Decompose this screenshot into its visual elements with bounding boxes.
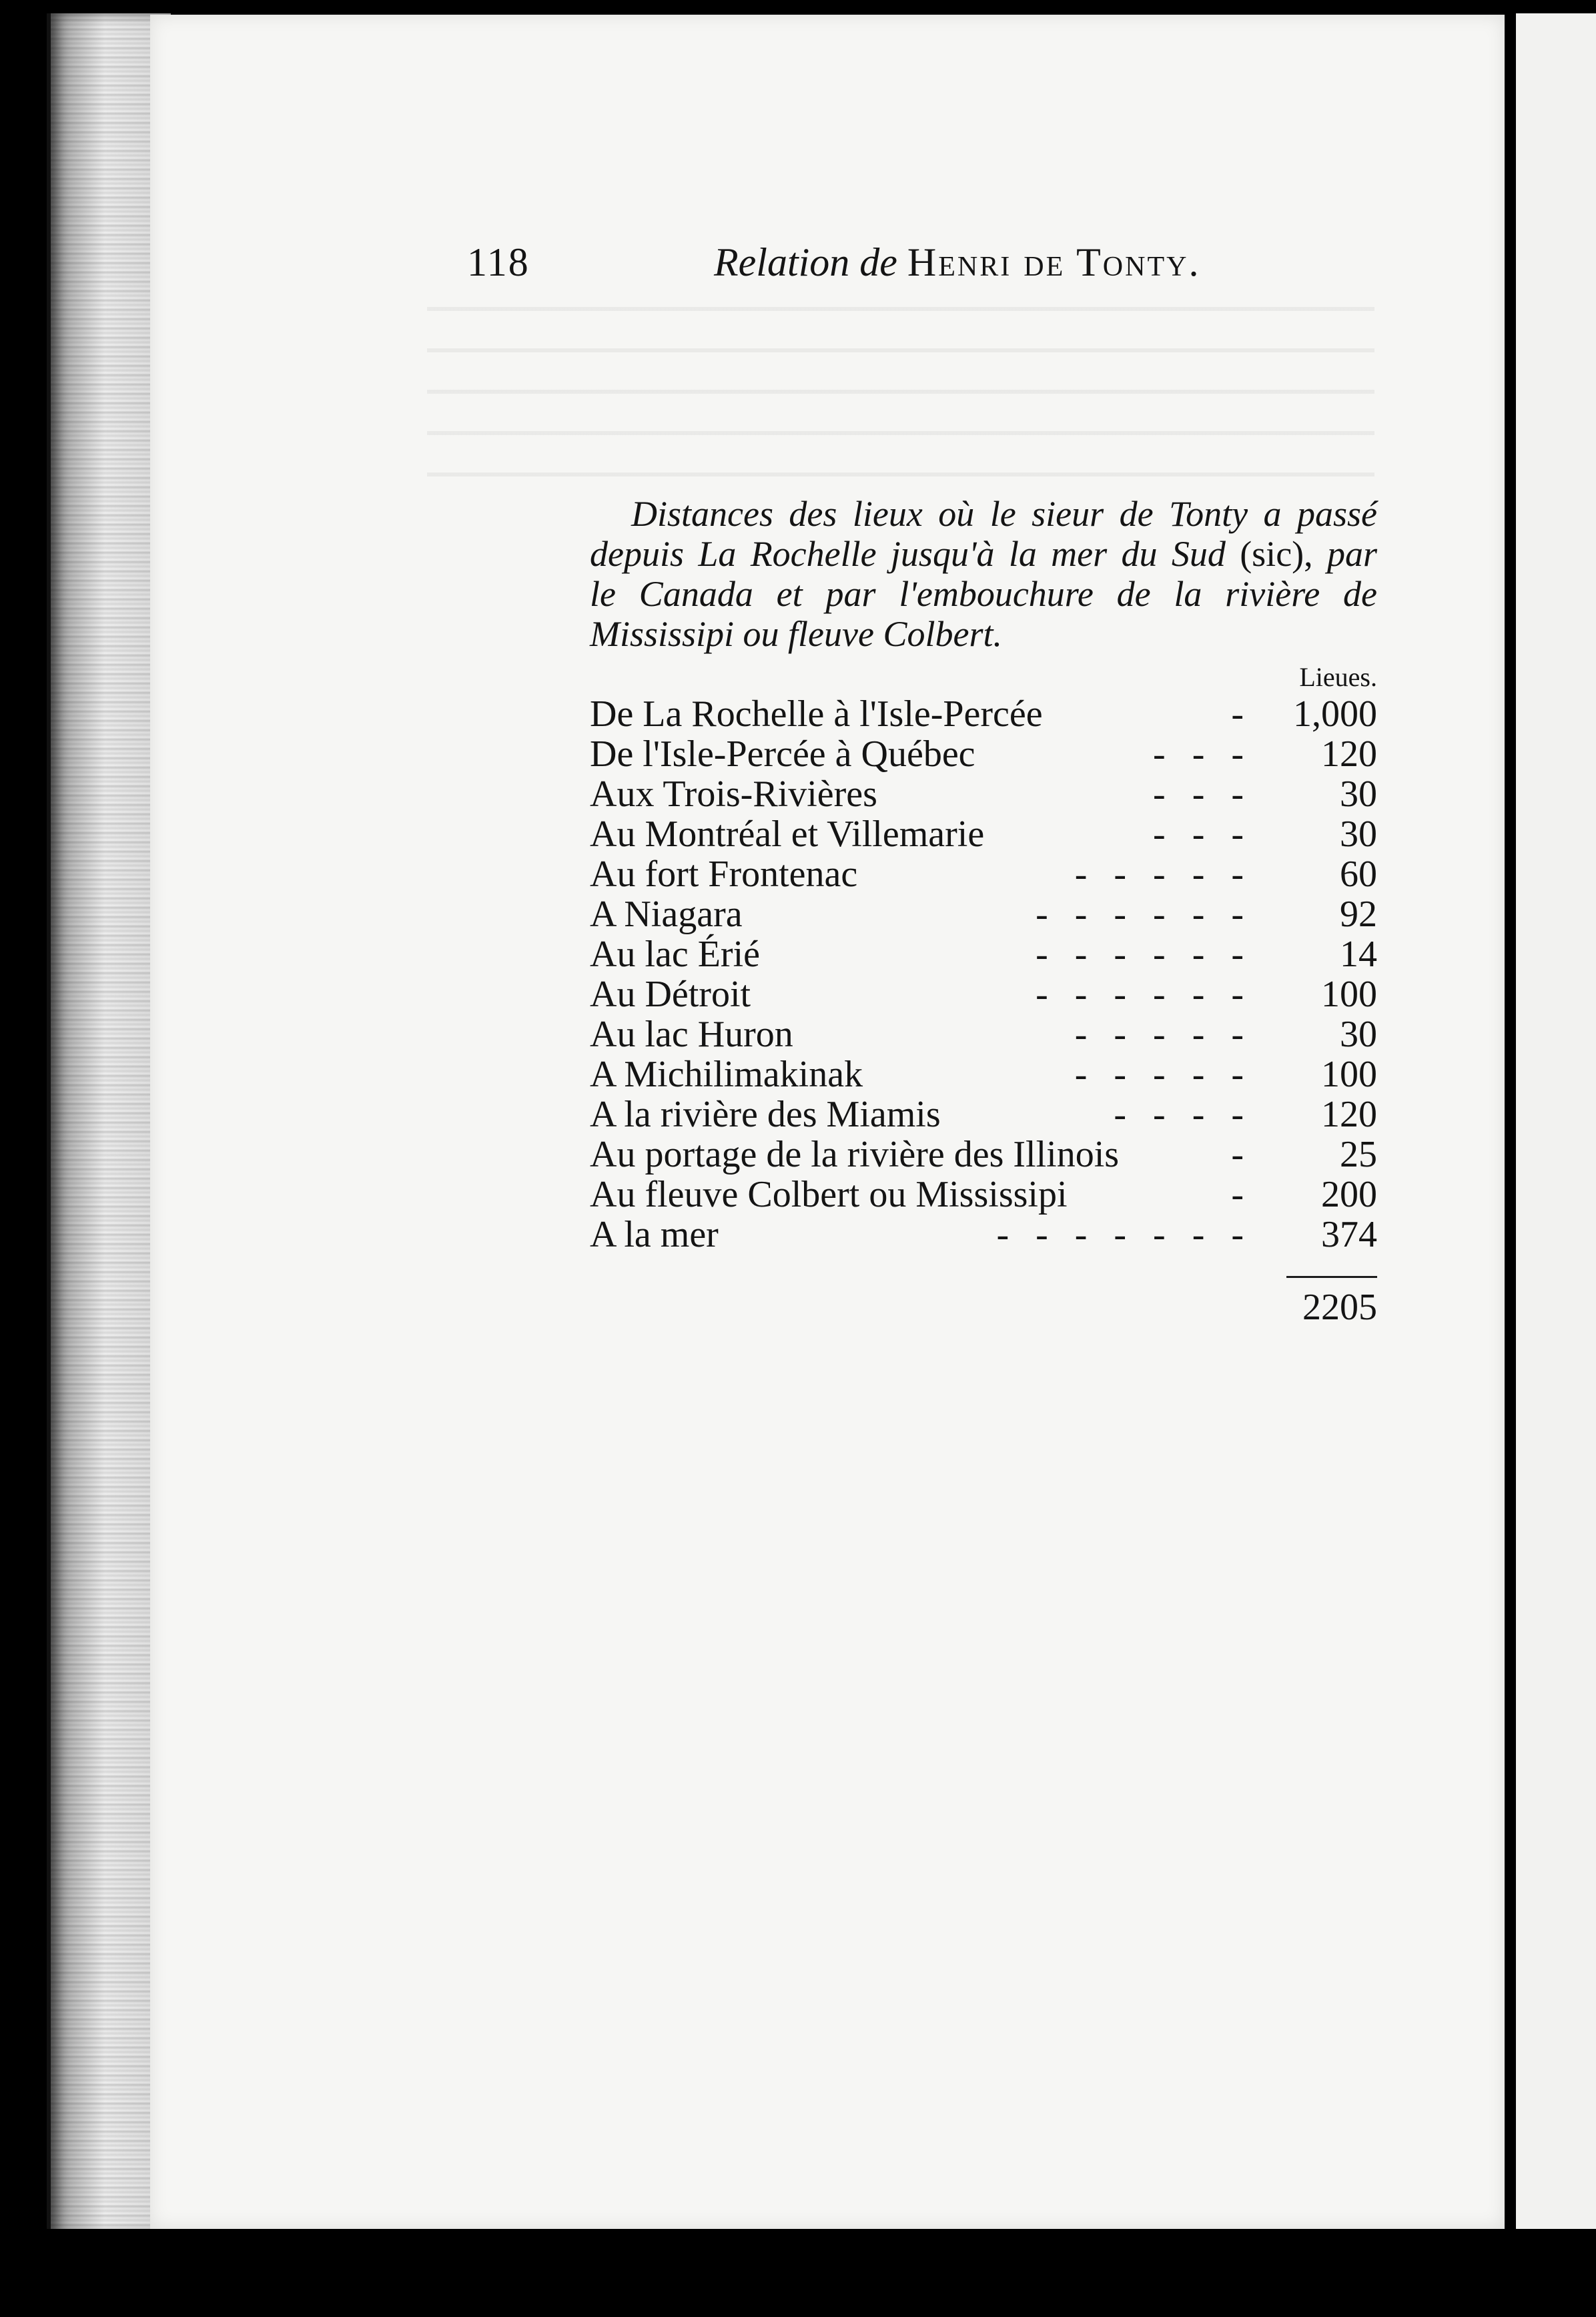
table-row	[590, 694, 1377, 734]
caption-line-2-start: depuis La Rochelle jusqu'à la mer du Sud	[590, 534, 1226, 574]
row-leagues: 25	[1340, 1134, 1377, 1175]
row-place: Au lac Érié	[590, 934, 760, 975]
table-row	[590, 734, 1377, 774]
row-leader-dashes: -	[1231, 1134, 1244, 1175]
caption-line-3: le Canada et par l'embouchure de la rivière de	[590, 574, 1377, 614]
row-place: Au lac Huron	[590, 1014, 793, 1055]
row-leader-dashes: -	[1231, 1174, 1244, 1215]
table-row	[590, 1094, 1377, 1134]
table-row	[590, 974, 1377, 1014]
running-title	[714, 232, 1200, 292]
sum-rule	[1286, 1276, 1377, 1278]
row-place: A Niagara	[590, 894, 743, 935]
caption-line-1: Distances des lieux où le sieur de Tonty a passé	[631, 494, 1377, 534]
row-place: De l'Isle-Percée à Québec	[590, 733, 975, 775]
row-place: Au fleuve Colbert ou Mississipi	[590, 1174, 1068, 1215]
caption-line-2-end: par	[1326, 534, 1377, 574]
table-row	[590, 1215, 1377, 1255]
bleed-through-shadow	[427, 307, 1374, 480]
running-head	[467, 232, 1268, 292]
scan-bottom-border	[47, 2229, 1596, 2317]
row-leader-dashes: - - - - - -	[1036, 894, 1244, 935]
row-leagues: 30	[1340, 773, 1377, 815]
row-leagues: 30	[1340, 1014, 1377, 1055]
row-place: Au portage de la rivière des Illinois	[590, 1134, 1120, 1175]
facing-page	[1513, 13, 1596, 2236]
row-leagues: 100	[1321, 1054, 1377, 1095]
row-leagues: 1,000	[1293, 693, 1377, 735]
table-caption	[590, 494, 1377, 654]
row-leagues: 100	[1321, 974, 1377, 1015]
row-leader-dashes: -	[1231, 693, 1244, 735]
row-leagues: 200	[1321, 1174, 1377, 1215]
row-leader-dashes: - - -	[1153, 733, 1244, 775]
row-place: A Michilimakinak	[590, 1054, 863, 1095]
table-row	[590, 1134, 1377, 1175]
row-place: De La Rochelle à l'Isle-Percée	[590, 693, 1043, 735]
row-leader-dashes: - - -	[1153, 773, 1244, 815]
row-leader-dashes: - - - - - -	[1036, 934, 1244, 975]
table-row	[590, 1054, 1377, 1094]
caption-sic: (sic),	[1240, 534, 1313, 574]
row-place: Au Détroit	[590, 974, 751, 1015]
row-leagues: 120	[1321, 733, 1377, 775]
row-leagues: 120	[1321, 1094, 1377, 1135]
row-place: A la mer	[590, 1214, 719, 1255]
row-place: Au fort Frontenac	[590, 854, 858, 895]
running-title-name: Henri de Tonty.	[907, 240, 1201, 284]
caption-line-4: Mississipi ou fleuve Colbert.	[590, 614, 1002, 654]
row-place: Au Montréal et Villemarie	[590, 813, 985, 855]
table-row	[590, 1014, 1377, 1054]
table-row	[590, 854, 1377, 894]
row-leagues: 374	[1321, 1214, 1377, 1255]
row-leagues: 60	[1340, 854, 1377, 895]
table-row	[590, 814, 1377, 854]
page-number: 118	[467, 240, 530, 284]
row-leader-dashes: - - - - - - -	[996, 1214, 1244, 1255]
running-title-italic: Relation de	[714, 240, 897, 284]
row-leagues: 92	[1340, 894, 1377, 935]
row-leader-dashes: - - - - -	[1074, 854, 1244, 895]
distances-table	[590, 694, 1377, 1255]
table-row	[590, 774, 1377, 814]
row-leader-dashes: - - - - -	[1074, 1014, 1244, 1055]
table-row	[590, 1175, 1377, 1215]
row-leagues: 14	[1340, 934, 1377, 975]
row-leader-dashes: - - - - - -	[1036, 974, 1244, 1015]
total-leagues: 2205	[1302, 1287, 1377, 1328]
row-place: A la rivière des Miamis	[590, 1094, 941, 1135]
row-leagues: 30	[1340, 813, 1377, 855]
row-place: Aux Trois-Rivières	[590, 773, 877, 815]
caption-line-2	[590, 534, 1377, 574]
column-header-leagues: Lieues.	[1299, 662, 1377, 692]
row-leader-dashes: - - - - -	[1074, 1054, 1244, 1095]
table-row	[590, 934, 1377, 974]
row-leader-dashes: - - - -	[1114, 1094, 1244, 1135]
table-row	[590, 894, 1377, 934]
row-leader-dashes: - - -	[1153, 813, 1244, 855]
